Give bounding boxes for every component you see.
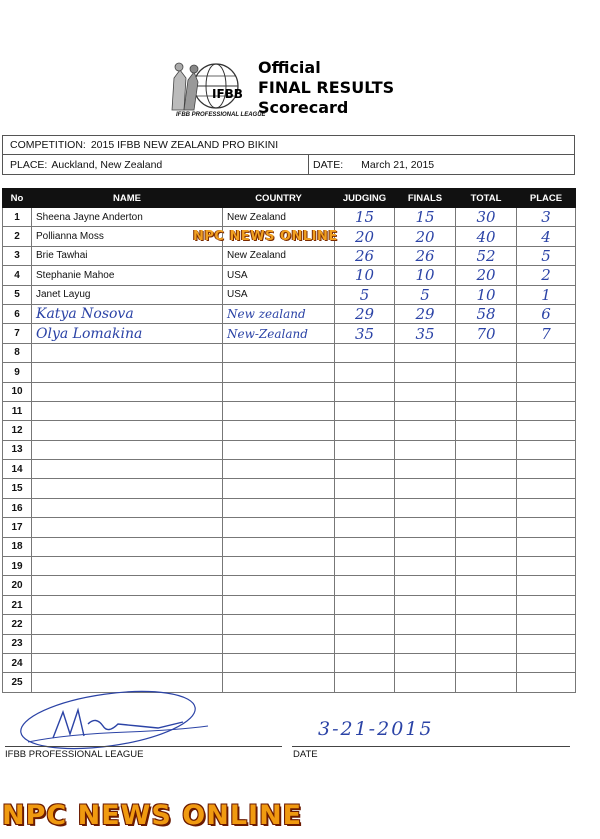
row-finals (395, 343, 456, 362)
row-country (223, 343, 335, 362)
table-row (3, 653, 576, 672)
row-country (223, 421, 335, 440)
row-total (456, 576, 517, 595)
row-total (456, 557, 517, 576)
row-number: 1 (3, 208, 32, 227)
row-finals (395, 615, 456, 634)
row-name: Pollianna Moss (32, 227, 223, 246)
row-number: 2 (3, 227, 32, 246)
row-place (517, 576, 576, 595)
header-total: TOTAL (456, 189, 517, 208)
competition-row (3, 136, 574, 155)
row-finals: 26 (395, 246, 456, 265)
header-finals: FINALS (395, 189, 456, 208)
row-country: USA (223, 266, 335, 285)
row-place (517, 440, 576, 459)
results-table (2, 188, 576, 693)
row-country (223, 653, 335, 672)
table-row (3, 557, 576, 576)
row-name: Katya Nosova (32, 304, 223, 323)
row-place: 4 (517, 227, 576, 246)
row-judging (335, 460, 395, 479)
row-country (223, 615, 335, 634)
table-row (3, 382, 576, 401)
row-total (456, 421, 517, 440)
table-row (3, 324, 576, 343)
row-judging (335, 498, 395, 517)
header-place: PLACE (517, 189, 576, 208)
row-total: 52 (456, 246, 517, 265)
table-row (3, 266, 576, 285)
row-number: 24 (3, 653, 32, 672)
row-finals: 15 (395, 208, 456, 227)
row-name (32, 653, 223, 672)
row-place (517, 653, 576, 672)
row-country: USA (223, 285, 335, 304)
row-total (456, 615, 517, 634)
table-row (3, 498, 576, 517)
row-place: 2 (517, 266, 576, 285)
row-judging (335, 382, 395, 401)
row-place (517, 615, 576, 634)
row-name (32, 498, 223, 517)
row-finals (395, 673, 456, 692)
row-finals (395, 537, 456, 556)
row-total (456, 653, 517, 672)
row-place: 1 (517, 285, 576, 304)
row-number: 19 (3, 557, 32, 576)
date-value: March 21, 2015 (361, 158, 435, 171)
row-number: 20 (3, 576, 32, 595)
competition-label: COMPETITION: (10, 139, 86, 151)
row-total (456, 498, 517, 517)
row-name (32, 518, 223, 537)
row-judging (335, 653, 395, 672)
table-row (3, 401, 576, 420)
date-line (292, 746, 570, 747)
table-row (3, 479, 576, 498)
row-name (32, 615, 223, 634)
row-place (517, 673, 576, 692)
row-country (223, 382, 335, 401)
signature-line (5, 746, 282, 747)
row-finals: 29 (395, 304, 456, 323)
row-place (517, 498, 576, 517)
competition-info-box (2, 135, 575, 175)
row-total (456, 479, 517, 498)
row-number: 21 (3, 595, 32, 614)
row-number: 8 (3, 343, 32, 362)
row-place (517, 343, 576, 362)
row-judging (335, 634, 395, 653)
row-finals: 5 (395, 285, 456, 304)
row-total: 30 (456, 208, 517, 227)
row-place (517, 595, 576, 614)
row-judging (335, 537, 395, 556)
row-number: 3 (3, 246, 32, 265)
logo-caption: IFBB PROFESSIONAL LEAGUE (176, 112, 266, 118)
row-place (517, 479, 576, 498)
row-finals (395, 653, 456, 672)
watermark-middle: NPC NEWS ONLINE (193, 229, 338, 244)
row-judging (335, 576, 395, 595)
table-row (3, 343, 576, 362)
row-number: 5 (3, 285, 32, 304)
row-total: 58 (456, 304, 517, 323)
table-row (3, 246, 576, 265)
row-number: 6 (3, 304, 32, 323)
row-country (223, 595, 335, 614)
title-line-2: FINAL RESULTS (258, 78, 395, 97)
header-judging: JUDGING (335, 189, 395, 208)
svg-text:IFBB: IFBB (212, 87, 243, 101)
row-country (223, 363, 335, 382)
row-judging: 10 (335, 266, 395, 285)
competition-value: 2015 IFBB NEW ZEALAND PRO BIKINI (90, 139, 279, 151)
row-total (456, 595, 517, 614)
row-number: 25 (3, 673, 32, 692)
table-row (3, 285, 576, 304)
row-number: 16 (3, 498, 32, 517)
row-finals (395, 363, 456, 382)
row-judging (335, 518, 395, 537)
row-judging (335, 421, 395, 440)
row-finals (395, 518, 456, 537)
table-row (3, 595, 576, 614)
row-place (517, 537, 576, 556)
row-judging (335, 363, 395, 382)
row-judging (335, 440, 395, 459)
row-country (223, 401, 335, 420)
row-place: 3 (517, 208, 576, 227)
row-total (456, 673, 517, 692)
row-name (32, 401, 223, 420)
row-finals (395, 634, 456, 653)
row-country (223, 460, 335, 479)
date-label: DATE: (313, 158, 344, 171)
row-number: 7 (3, 324, 32, 343)
header-name: NAME (32, 189, 223, 208)
row-total (456, 634, 517, 653)
row-country: New Zealand (223, 208, 335, 227)
row-name (32, 634, 223, 653)
row-name (32, 595, 223, 614)
row-total: 10 (456, 285, 517, 304)
row-total: 40 (456, 227, 517, 246)
row-judging (335, 343, 395, 362)
title-line-3: Scorecard (258, 98, 349, 117)
row-finals (395, 460, 456, 479)
row-total (456, 537, 517, 556)
row-place (517, 634, 576, 653)
row-finals (395, 440, 456, 459)
row-place (517, 460, 576, 479)
row-finals (395, 421, 456, 440)
row-country (223, 479, 335, 498)
row-judging: 29 (335, 304, 395, 323)
ifbb-logo (164, 58, 266, 122)
row-place: 6 (517, 304, 576, 323)
row-country: New zealand (223, 304, 335, 323)
row-name (32, 363, 223, 382)
row-judging (335, 479, 395, 498)
row-name (32, 537, 223, 556)
row-number: 4 (3, 266, 32, 285)
row-total: 70 (456, 324, 517, 343)
row-judging: 35 (335, 324, 395, 343)
row-number: 18 (3, 537, 32, 556)
row-finals (395, 382, 456, 401)
row-total (456, 401, 517, 420)
row-judging (335, 557, 395, 576)
row-number: 22 (3, 615, 32, 634)
row-country (223, 518, 335, 537)
row-total: 20 (456, 266, 517, 285)
row-finals (395, 401, 456, 420)
row-name: Sheena Jayne Anderton (32, 208, 223, 227)
header-no: No (3, 189, 32, 208)
row-name: Olya Lomakina (32, 324, 223, 343)
table-row (3, 576, 576, 595)
place-label: PLACE: (10, 158, 48, 171)
row-finals: 20 (395, 227, 456, 246)
row-finals: 10 (395, 266, 456, 285)
table-header-row (3, 189, 576, 208)
row-country (223, 634, 335, 653)
row-country (223, 557, 335, 576)
header-country: COUNTRY (223, 189, 335, 208)
table-row (3, 421, 576, 440)
results-body (3, 208, 576, 693)
row-name (32, 421, 223, 440)
table-row (3, 615, 576, 634)
row-total (456, 460, 517, 479)
row-number: 13 (3, 440, 32, 459)
signature (8, 690, 308, 750)
row-number: 14 (3, 460, 32, 479)
row-total (456, 363, 517, 382)
row-total (456, 343, 517, 362)
place-date-row (3, 155, 574, 174)
footer-date-label: DATE (293, 749, 318, 760)
row-place (517, 518, 576, 537)
table-row (3, 460, 576, 479)
table-row (3, 208, 576, 227)
row-country (223, 537, 335, 556)
table-row (3, 363, 576, 382)
table-row (3, 634, 576, 653)
row-finals (395, 595, 456, 614)
row-judging: 20 (335, 227, 395, 246)
row-place (517, 382, 576, 401)
row-name (32, 382, 223, 401)
row-finals (395, 576, 456, 595)
table-row (3, 518, 576, 537)
row-finals: 35 (395, 324, 456, 343)
row-place (517, 557, 576, 576)
row-place (517, 363, 576, 382)
row-country (223, 576, 335, 595)
row-number: 10 (3, 382, 32, 401)
row-country: New Zealand (223, 246, 335, 265)
row-country (223, 498, 335, 517)
row-finals (395, 498, 456, 517)
row-name: Janet Layug (32, 285, 223, 304)
row-place: 5 (517, 246, 576, 265)
row-total (456, 518, 517, 537)
row-place: 7 (517, 324, 576, 343)
row-name: Stephanie Mahoe (32, 266, 223, 285)
row-place (517, 401, 576, 420)
row-judging (335, 401, 395, 420)
row-name (32, 343, 223, 362)
handwritten-date: 3-21-2015 (318, 718, 434, 740)
row-number: 23 (3, 634, 32, 653)
row-judging: 26 (335, 246, 395, 265)
row-judging: 5 (335, 285, 395, 304)
row-judging (335, 673, 395, 692)
table-row (3, 537, 576, 556)
row-number: 9 (3, 363, 32, 382)
place-value: Auckland, New Zealand (51, 158, 163, 171)
row-name (32, 479, 223, 498)
signature-label: IFBB PROFESSIONAL LEAGUE (5, 749, 144, 760)
row-judging (335, 595, 395, 614)
row-number: 17 (3, 518, 32, 537)
title-line-1: Official (258, 58, 321, 77)
row-name (32, 440, 223, 459)
row-finals (395, 557, 456, 576)
scorecard-title (258, 58, 394, 118)
table-row (3, 304, 576, 323)
row-name: Brie Tawhai (32, 246, 223, 265)
row-total (456, 382, 517, 401)
row-name (32, 557, 223, 576)
row-number: 12 (3, 421, 32, 440)
row-number: 15 (3, 479, 32, 498)
row-judging (335, 615, 395, 634)
row-finals (395, 479, 456, 498)
table-row (3, 440, 576, 459)
row-number: 11 (3, 401, 32, 420)
row-place (517, 421, 576, 440)
row-judging: 15 (335, 208, 395, 227)
row-name (32, 576, 223, 595)
row-total (456, 440, 517, 459)
row-name (32, 460, 223, 479)
row-country: New-Zealand (223, 324, 335, 343)
row-country (223, 440, 335, 459)
watermark-bottom: NPC NEWS ONLINE (2, 800, 303, 831)
